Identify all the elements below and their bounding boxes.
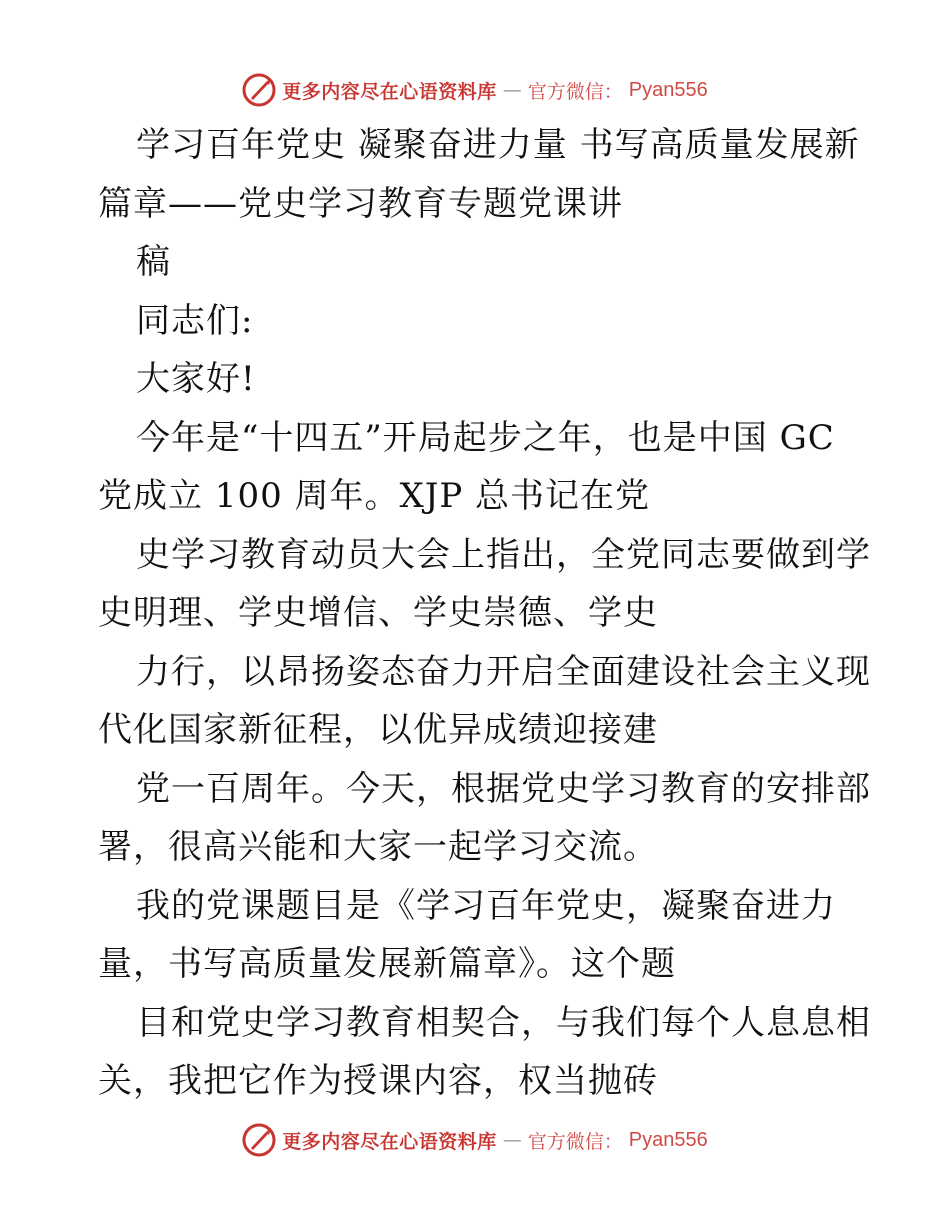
paragraph-line: 关，我把它作为授课内容，权当抛砖 (98, 1061, 658, 1101)
header-watermark-banner (0, 70, 950, 110)
paragraph-line: 我的党课题目是《学习百年党史，凝聚奋进力 (136, 885, 836, 926)
salutation: 同志们: (136, 300, 254, 341)
title-line-2: 篇章——党史学习教育专题党课讲 (98, 183, 623, 224)
paragraph-line: 党一百周年。今天，根据党史学习教育的安排部 (136, 768, 871, 809)
paragraph-line: 今年是“十四五”开局起步之年，也是中国 GC (136, 417, 835, 458)
paragraph-line: 代化国家新征程，以优异成绩迎接建 (98, 710, 658, 750)
banner-main-text: 更多内容尽在心语资料库 (282, 1130, 497, 1153)
banner-separator: — (502, 1129, 522, 1151)
paragraph-line: 目和党史学习教育相契合，与我们每个人息息相 (136, 1002, 871, 1043)
footer-watermark-banner (0, 1120, 950, 1160)
quill-pen-logo-icon (242, 73, 276, 107)
banner-main-text: 更多内容尽在心语资料库 (282, 80, 497, 103)
document-body (98, 116, 871, 1111)
banner-wechat-label: 官方微信： (527, 1130, 623, 1153)
quill-pen-logo-icon (242, 1123, 276, 1157)
paragraph-line: 量，书写高质量发展新篇章》。这个题 (98, 944, 676, 984)
paragraph-line: 署，很高兴能和大家一起学习交流。 (98, 827, 658, 867)
greeting: 大家好! (136, 359, 256, 399)
banner-wechat-label: 官方微信： (527, 80, 623, 103)
paragraph-line: 史明理、学史增信、学史崇德、学史 (98, 593, 658, 633)
paragraph-line: 力行，以昂扬姿态奋力开启全面建设社会主义现 (136, 651, 871, 692)
paragraph-line: 史学习教育动员大会上指出，全党同志要做到学 (136, 534, 871, 575)
title-line-1: 学习百年党史 凝聚奋进力量 书写高质量发展新 (136, 125, 860, 165)
banner-wechat-id: Pyan556 (628, 1128, 708, 1151)
paragraph-line: 党成立 100 周年。XJP 总书记在党 (98, 476, 651, 516)
banner-separator: — (502, 79, 522, 101)
title-line-3: 稿 (136, 242, 171, 282)
banner-wechat-id: Pyan556 (628, 78, 708, 101)
